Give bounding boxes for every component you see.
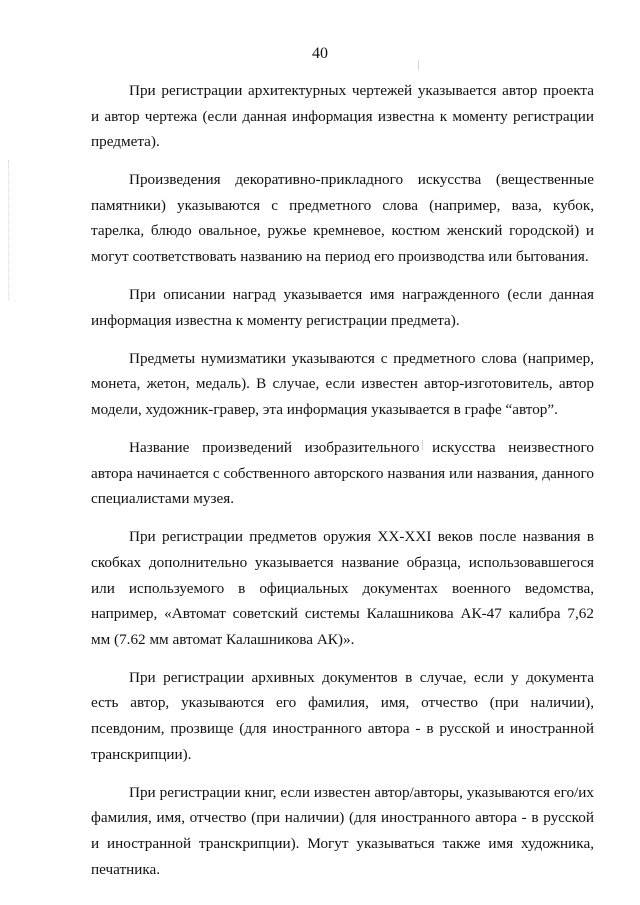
paragraph-architectural-drawings: При регистрации архитектурных чертежей указывается автор проекта и автор чертежа (если данная информация известна к моменту регистрации предмета).	[91, 82, 594, 151]
paragraph-books: При регистрации книг, если известен автор/авторы, указываются его/их фамилия, имя, отчество (при наличии) (для иностранного автора - в русской и иностранной транскрипции). Могут указываться также имя художника, печатника.	[91, 783, 594, 878]
paragraph-awards: При описании наград указывается имя награжденного (если данная информация известна к моменту регистрации предмета).	[91, 286, 594, 329]
paragraph-weapons: При регистрации предметов оружия XX-XXI веков после названия в скобках дополнительно указывается название образца, использовавшегося или используемого в официальных документах военного ведомства, например, «Автомат советский системы Калашникова АК-47 калибра 7,62 мм (7.62 мм автомат Калашникова АК)».	[91, 528, 594, 648]
page-number: 40	[312, 45, 328, 62]
binding-margin-marks	[8, 160, 13, 300]
paragraph-numismatics: Предметы нумизматики указываются с предметного слова (например, монета, жетон, медаль). В случае, если известен автор-изготовитель, автор модели, художник-гравер, эта информация указывается в графе “автор”.	[91, 349, 594, 419]
paragraph-archival-documents: При регистрации архивных документов в случае, если у документа есть автор, указываются его фамилия, имя, отчество (при наличии), псевдоним, прозвище (для иностранного автора - в русской и иностранной транскрипции).	[91, 668, 594, 763]
paragraph-decorative-applied-art: Произведения декоративно-прикладного искусства (вещественные памятники) указываются с предметного слова (например, ваза, кубок, тарелка, блюдо овальное, ружье кремневое, костюм женский городской) и могут соответствовать названию на период его производства или бытования.	[91, 171, 594, 266]
paragraph-fine-art: Название произведений изобразительного искусства неизвестного автора начинается с собственного авторского названия или названия, данного специалистами музея.	[91, 439, 594, 508]
document-body	[91, 78, 594, 895]
